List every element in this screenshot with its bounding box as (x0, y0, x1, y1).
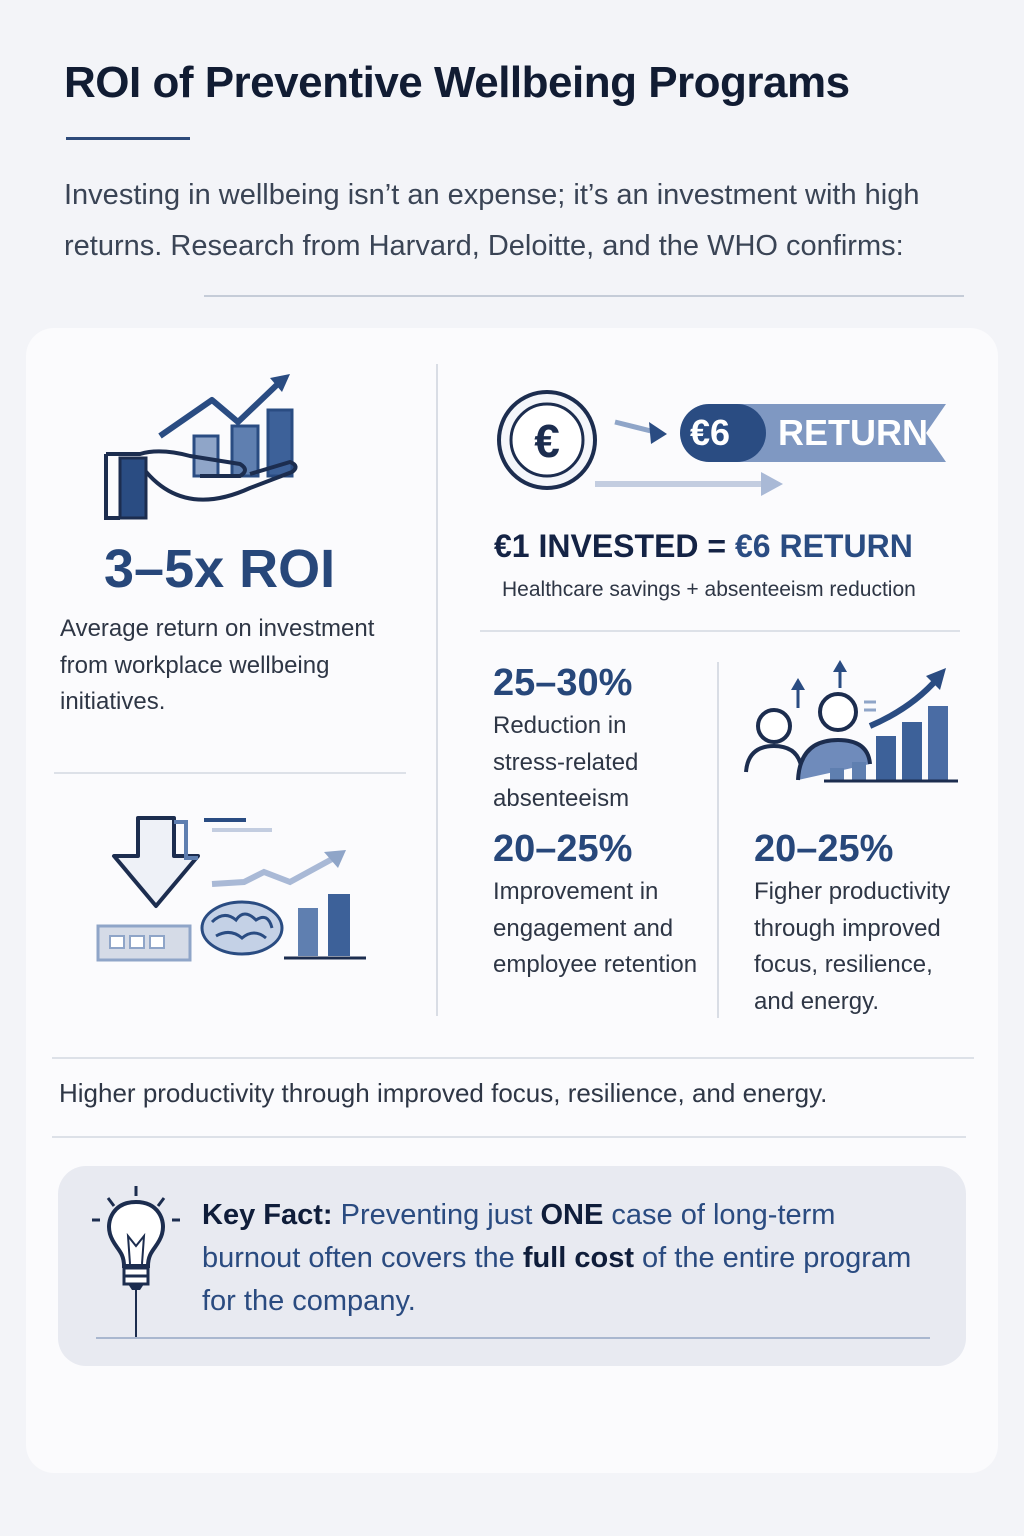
key-fact-text (202, 1194, 922, 1323)
banner-amount: €6 (690, 412, 731, 453)
column-divider (436, 364, 438, 1016)
roi-description: Average return on investment from workplace wellbeing initiatives. (60, 615, 375, 715)
equation-left: €1 INVESTED = (494, 528, 727, 564)
title-underline (66, 137, 190, 140)
lightbulb-icon (88, 1186, 188, 1338)
stats-divider (717, 662, 719, 1018)
investment-subtitle: Healthcare savings + absenteeism reduction (502, 578, 916, 601)
key-fact-part1: Preventing just (332, 1199, 541, 1231)
stat-productivity-value: 20–25% (754, 828, 894, 870)
key-fact-part2: case of long-term burnout often covers the (202, 1199, 836, 1274)
stat-absenteeism-value: 25–30% (493, 662, 633, 704)
key-fact-emphasis-cost: full cost (522, 1242, 634, 1274)
stat-absenteeism-label: Reduction in stress-related absenteeism (493, 712, 639, 812)
investment-equation (494, 528, 913, 565)
roi-stat: 3–5x ROI (104, 539, 336, 599)
coin-symbol: € (534, 415, 560, 467)
key-fact-rule (96, 1337, 930, 1339)
equation-right: €6 RETURN (734, 528, 913, 564)
down-arrow-brain-chart-icon (94, 812, 374, 972)
stat-engagement-value: 20–25% (493, 828, 633, 870)
key-fact-part3: of the entire program for the company. (202, 1242, 912, 1317)
summary-text: Higher productivity through improved focus, resilience, and energy. (59, 1078, 828, 1108)
key-fact-label: Key Fact: (202, 1199, 333, 1231)
stat-engagement-label: Improvement in engagement and employee retention (493, 878, 698, 978)
summary-top-rule (52, 1057, 974, 1059)
people-growth-icon (742, 660, 962, 786)
left-divider (54, 772, 406, 774)
page-title: ROI of Preventive Wellbeing Programs (64, 58, 850, 107)
hand-holding-chart-icon (100, 370, 300, 520)
summary-bottom-rule (52, 1136, 966, 1138)
intro-text: Investing in wellbeing isn’t an expense; it’s an investment with high returns. Research from Harvard, Deloitte, and the WHO confirms: (64, 179, 920, 262)
right-divider (480, 630, 960, 632)
stat-productivity-label: Figher productivity through improved focus, resilience, and energy. (754, 878, 951, 1015)
banner-label: RETURN (778, 412, 928, 453)
intro-rule (204, 295, 964, 297)
key-fact-emphasis-one: ONE (540, 1199, 604, 1231)
